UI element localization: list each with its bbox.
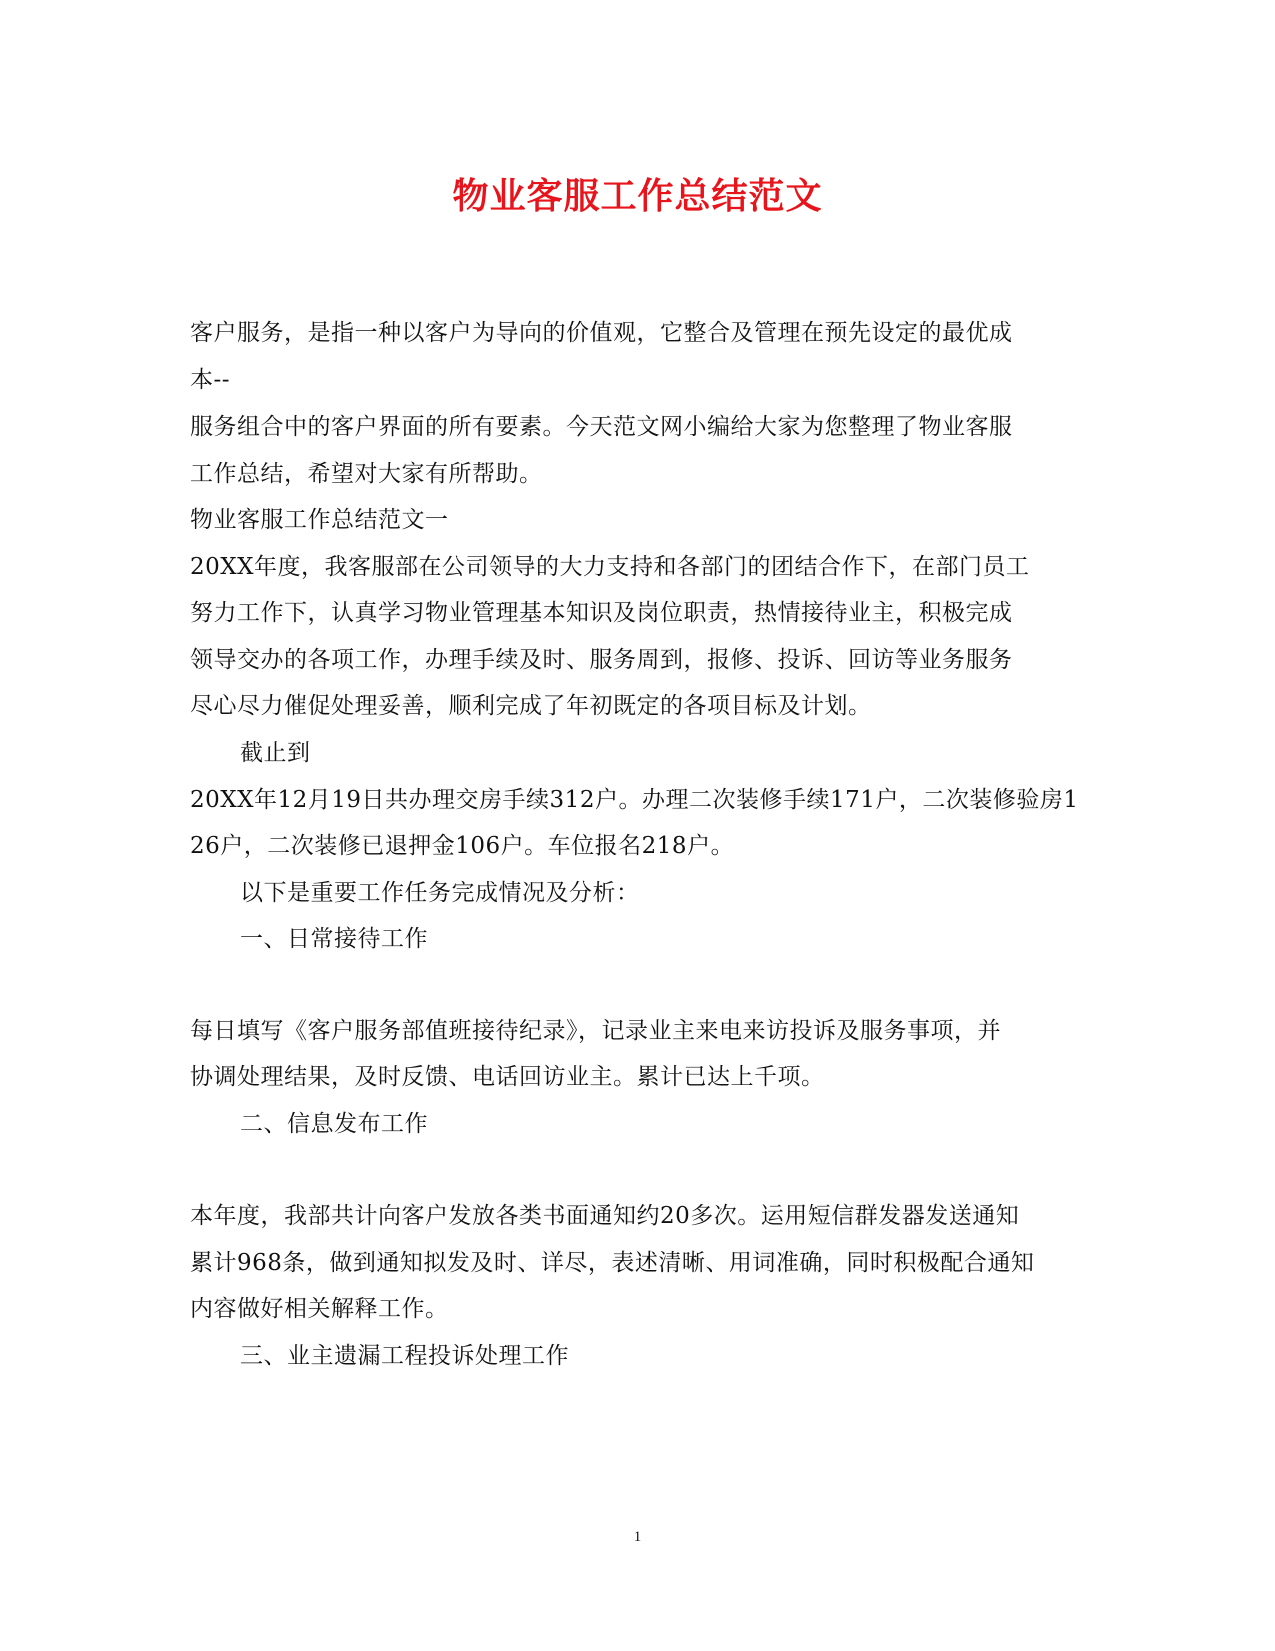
paragraph-line: 累计968条，做到通知拟发及时、详尽，表述清晰、用词准确，同时积极配合通知 — [190, 1250, 1035, 1276]
paragraph-line: 客户服务，是指一种以客户为导向的价值观，它整合及管理在预先设定的最优成 — [190, 320, 1013, 346]
paragraph-line: 以下是重要工作任务完成情况及分析： — [240, 880, 640, 906]
paragraph-line: 努力工作下，认真学习物业管理基本知识及岗位职责，热情接待业主，积极完成 — [190, 600, 1013, 626]
section-heading: 物业客服工作总结范文一 — [190, 507, 449, 533]
paragraph-line: 每日填写《客户服务部值班接待纪录》，记录业主来电来访投诉及服务事项，并 — [190, 1018, 1001, 1044]
paragraph-line: 领导交办的各项工作，办理手续及时、服务周到，报修、投诉、回访等业务服务 — [190, 647, 1013, 673]
paragraph-line: 工作总结，希望对大家有所帮助。 — [190, 461, 543, 487]
paragraph-line: 协调处理结果，及时反馈、电话回访业主。累计已达上千项。 — [190, 1064, 825, 1090]
page-number: 1 — [633, 1529, 642, 1545]
paragraph-line: 26户，二次装修已退押金106户。车位报名218户。 — [190, 833, 735, 859]
section-heading: 二、信息发布工作 — [240, 1111, 428, 1137]
paragraph-line: 服务组合中的客户界面的所有要素。今天范文网小编给大家为您整理了物业客服 — [190, 414, 1013, 440]
section-heading: 三、业主遗漏工程投诉处理工作 — [240, 1343, 569, 1369]
paragraph-line: 尽心尽力催促处理妥善，顺利完成了年初既定的各项目标及计划。 — [190, 693, 872, 719]
paragraph-line: 截止到 — [240, 740, 311, 766]
document-title: 物业客服工作总结范文 — [452, 175, 823, 217]
paragraph-line: 本年度，我部共计向客户发放各类书面通知约20多次。运用短信群发器发送通知 — [190, 1203, 1020, 1229]
paragraph-line: 本-- — [190, 367, 231, 393]
paragraph-line: 20XX年度，我客服部在公司领导的大力支持和各部门的团结合作下，在部门员工 — [190, 554, 1030, 580]
section-heading: 一、日常接待工作 — [240, 926, 428, 952]
paragraph-line: 内容做好相关解释工作。 — [190, 1296, 449, 1322]
paragraph-line: 20XX年12月19日共办理交房手续312户。办理二次装修手续171户，二次装修验房1 — [190, 787, 1079, 813]
